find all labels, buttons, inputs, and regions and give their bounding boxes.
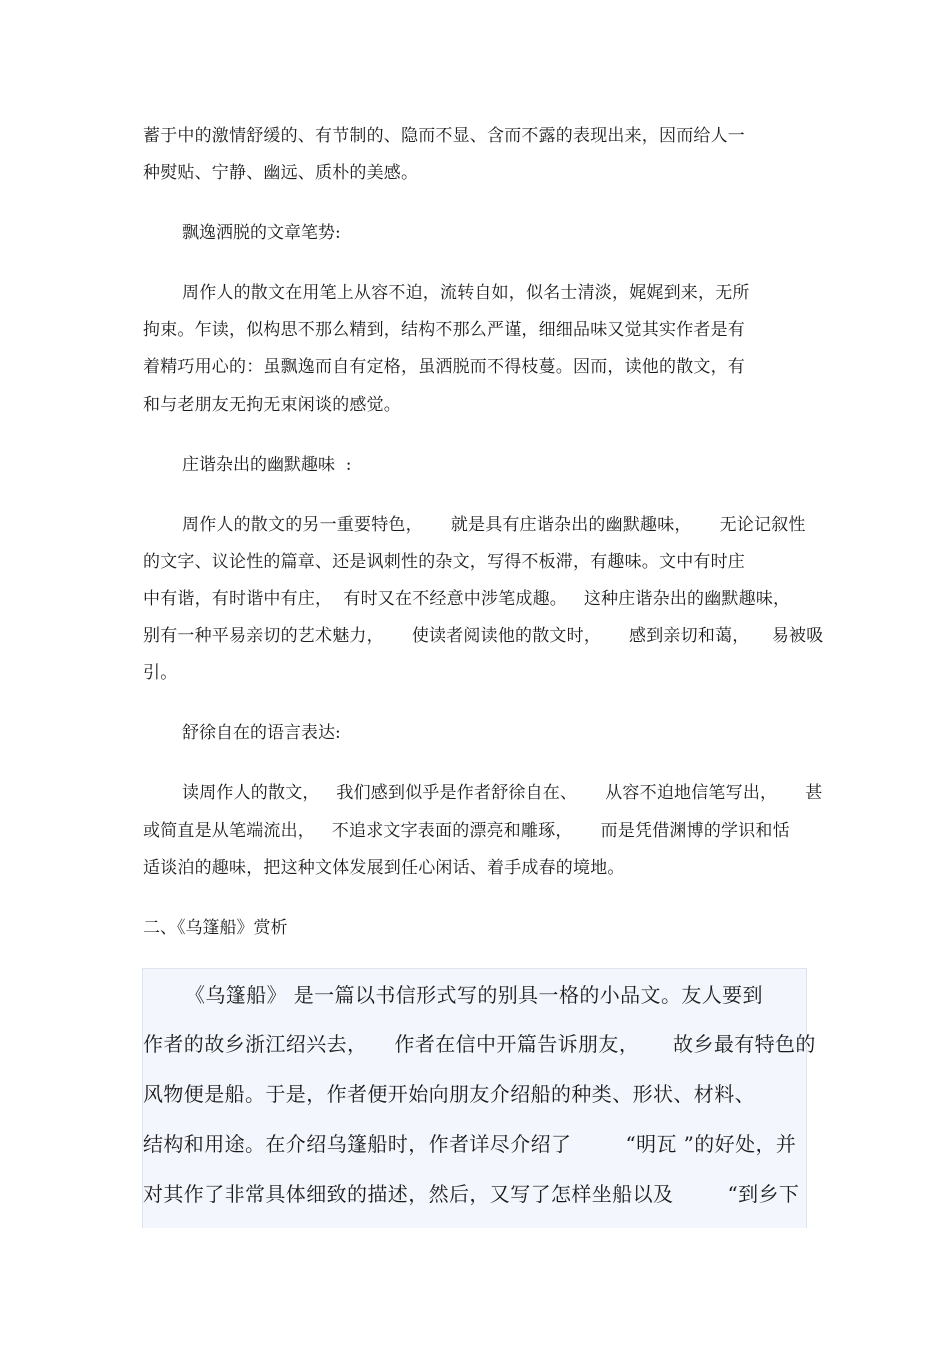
paragraph-line: 的文字、议论性的篇章、还是讽刺性的杂文，写得不板滞，有趣味。文中有时庄 <box>143 552 745 572</box>
section-title: 二、《乌篷船》赏析 <box>143 918 288 938</box>
paragraph-line: 拘束。乍读，似构思不那么精到，结构不那么严谨，细细品味又觉其实作者是有 <box>143 320 745 340</box>
paragraph-line: 中有谐，有时谐中有庄， 有时又在不经意中涉笔成趣。 这种庄谐杂出的幽默趣味， <box>143 589 791 609</box>
paragraph-line: 适谈泊的趣味，把这种文体发展到任心闲话、着手成春的境地。 <box>143 858 625 878</box>
quote-line: 作者的故乡浙江绍兴去， 作者在信中开篇告诉朋友， 故乡最有特色的 <box>143 1032 816 1056</box>
paragraph-line: 着精巧用心的：虽飘逸而自有定格，虽洒脱而不得枝蔓。因而，读他的散文，有 <box>143 357 745 377</box>
paragraph-line: 周作人的散文在用笔上从容不迫，流转自如，似名士清淡，娓娓到来，无所 <box>182 283 750 303</box>
subheading: 庄谐杂出的幽默趣味 : <box>182 455 352 475</box>
subheading: 飘逸洒脱的文章笔势: <box>182 223 341 243</box>
paragraph-line: 蓄于中的激情舒缓的、有节制的、隐而不显、含而不露的表现出来，因而给人一 <box>143 126 745 146</box>
paragraph-line: 读周作人的散文， 我们感到似乎是作者舒徐自在、 从容不迫地信笔写出， 甚 <box>182 783 823 803</box>
paragraph-line: 别有一种平易亲切的艺术魅力， 使读者阅读他的散文时， 感到亲切和蔼， 易被吸 <box>143 626 824 646</box>
subheading: 舒徐自在的语言表达: <box>182 723 341 743</box>
quote-line: 《乌篷船》 是一篇以书信形式写的别具一格的小品文。友人要到 <box>185 983 763 1007</box>
quote-line: 对其作了非常具体细致的描述，然后，又写了怎样坐船以及 “到乡下 <box>143 1182 800 1206</box>
quote-line: 风物便是船。于是，作者便开始向朋友介绍船的种类、形状、材料、 <box>143 1082 755 1106</box>
paragraph-line: 或简直是从笔端流出， 不追求文字表面的漂亮和雕琢， 而是凭借渊博的学识和恬 <box>143 821 790 841</box>
quote-line: 结构和用途。在介绍乌篷船时，作者详尽介绍了 “明瓦 ”的好处，并 <box>143 1132 797 1156</box>
paragraph-line: 种熨贴、宁静、幽远、质朴的美感。 <box>143 163 419 183</box>
paragraph-line: 和与老朋友无拘无束闲谈的感觉。 <box>143 395 401 415</box>
paragraph-line: 引。 <box>143 663 178 683</box>
paragraph-line: 周作人的散文的另一重要特色， 就是具有庄谐杂出的幽默趣味， 无论记叙性 <box>182 515 806 535</box>
